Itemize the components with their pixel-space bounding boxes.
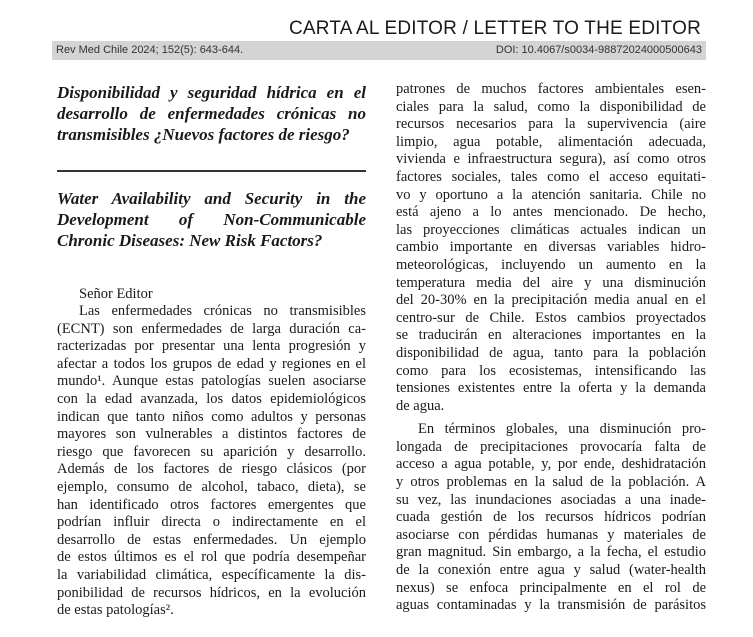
text-line: tensiones existentes entre la oferta y la demanda xyxy=(396,380,706,397)
text-line: su vez, las inundaciones asociadas a una inade- xyxy=(396,491,706,508)
text-line: recursos necesarios para la supervivencia (aire xyxy=(396,116,706,133)
text-line: mayores son vulnerables a distintos factores de xyxy=(57,426,366,443)
text-line: Además de los factores de riesgo clásicos (por xyxy=(57,461,366,478)
left-column-body xyxy=(57,303,366,620)
right-paragraph-2 xyxy=(396,421,706,615)
text-line: ciales para la salud, como la disponibilidad de xyxy=(396,98,706,115)
text-line: como para los ecosistemas, intensificando las xyxy=(396,362,706,379)
right-paragraph-1 xyxy=(396,81,706,415)
text-line: limpio, agua potable, alimentación adecuada, xyxy=(396,133,706,150)
text-line: acceso a agua potable, y, por ende, deshidratación xyxy=(396,456,706,473)
salutation: Señor Editor xyxy=(79,286,153,302)
text-line: longada de precipitaciones provocaría falta de xyxy=(396,438,706,455)
text-line: temperatura media del aire y una disminución xyxy=(396,274,706,291)
text-line: disponibilidad de agua, tanto para la población xyxy=(396,344,706,361)
text-line: han identificado otros factores emergentes que xyxy=(57,496,366,513)
text-line: mundo¹. Aunque estas patologías suelen asociarse xyxy=(57,373,366,390)
text-line: la variabilidad climática, específicamente la dis- xyxy=(57,566,366,583)
text-line: centro-sur de Chile. Estos cambios proyectados xyxy=(396,309,706,326)
text-line: aguas contaminadas y la transmisión de parásitos xyxy=(396,597,706,614)
text-line: gran magnitud. Sin embargo, a la fecha, el estudio xyxy=(396,544,706,561)
text-line: patrones de muchos factores ambientales esen- xyxy=(396,81,706,97)
text-line: está ajeno a lo antes mencionado. De hecho, xyxy=(396,204,706,221)
text-line: Las enfermedades crónicas no transmisibles xyxy=(79,303,366,319)
text-line: factores sociales, tales como el acceso equitati- xyxy=(396,168,706,185)
text-line: asociarse con pérdidas humanas y materiales de xyxy=(396,526,706,543)
text-line: ponibilidad de recursos hídricos, en la evolución xyxy=(57,584,366,601)
text-line: vivienda e infraestructura segura), así como otros xyxy=(396,151,706,168)
text-line: meteorológicas, incluyendo un aumento en la xyxy=(396,256,706,273)
text-line: se traducirán en alteraciones importantes en la xyxy=(396,327,706,344)
text-line: de agua. xyxy=(396,397,445,414)
text-line: indican que tanto niños como adultos y personas xyxy=(57,408,366,425)
text-line: riesgo que favorecen su aparición y desarrollo. xyxy=(57,443,366,460)
text-line: del 20-30% en la precipitación media anual en el xyxy=(396,292,706,309)
text-line: cambio importante en diversas variables hidro- xyxy=(396,239,706,256)
text-line: de estas patologías². xyxy=(57,602,174,619)
text-line: con la edad avanzada, los datos epidemiológicos xyxy=(57,390,366,407)
text-line: vo y oportuno a la atención sanitaria. Chile no xyxy=(396,186,706,203)
text-line: racterizadas por presentar una lenta progresión y xyxy=(57,338,366,355)
spanish-title-block xyxy=(57,82,366,145)
journal-citation: Rev Med Chile 2024; 152(5): 643-644. xyxy=(56,44,244,56)
citation-bar xyxy=(52,41,706,60)
title-divider xyxy=(57,170,366,172)
text-line: En términos globales, una disminución pro- xyxy=(418,421,706,438)
text-line: afectar a todos los grupos de edad y regiones en el xyxy=(57,355,366,372)
text-line: desarrollo de estas enfermedades. Un ejemplo xyxy=(57,531,366,548)
text-line: (ECNT) son enfermedades de larga duración ca- xyxy=(57,320,366,337)
text-line: de estos últimos es el rol que podría desempeñar xyxy=(57,549,366,566)
text-line: de la conexión entre agua y salud (water-health xyxy=(396,562,706,579)
text-line: las proyecciones climáticas actuales indican un xyxy=(396,221,706,238)
section-heading: CARTA AL EDITOR / LETTER TO THE EDITOR xyxy=(289,18,701,39)
text-line: y otros problemas en la salud de la población. A xyxy=(396,474,706,491)
text-line: ejemplo, consumo de alcohol, tabaco, dieta), se xyxy=(57,478,366,495)
doi-link[interactable]: DOI: 10.4067/s0034-98872024000500643 xyxy=(495,44,702,56)
text-line: podrían influir directa o indirectamente en el xyxy=(57,514,366,531)
text-line: nexus) se enfoca principalmente en el rol de xyxy=(396,579,706,596)
right-column-body xyxy=(396,81,706,615)
article-title-spanish: Disponibilidad y seguridad hídrica en el desarrollo de enfermedades crónicas no transmisibles ¿Nuevos factores de riesgo? xyxy=(57,83,366,144)
article-title-english: Water Availability and Security in the Development of Non-Communicable Chronic Diseases: New Risk Factors? xyxy=(57,189,366,250)
text-line: cuada gestión de los recursos hídricos podrían xyxy=(396,509,706,526)
english-title-block xyxy=(57,188,366,251)
